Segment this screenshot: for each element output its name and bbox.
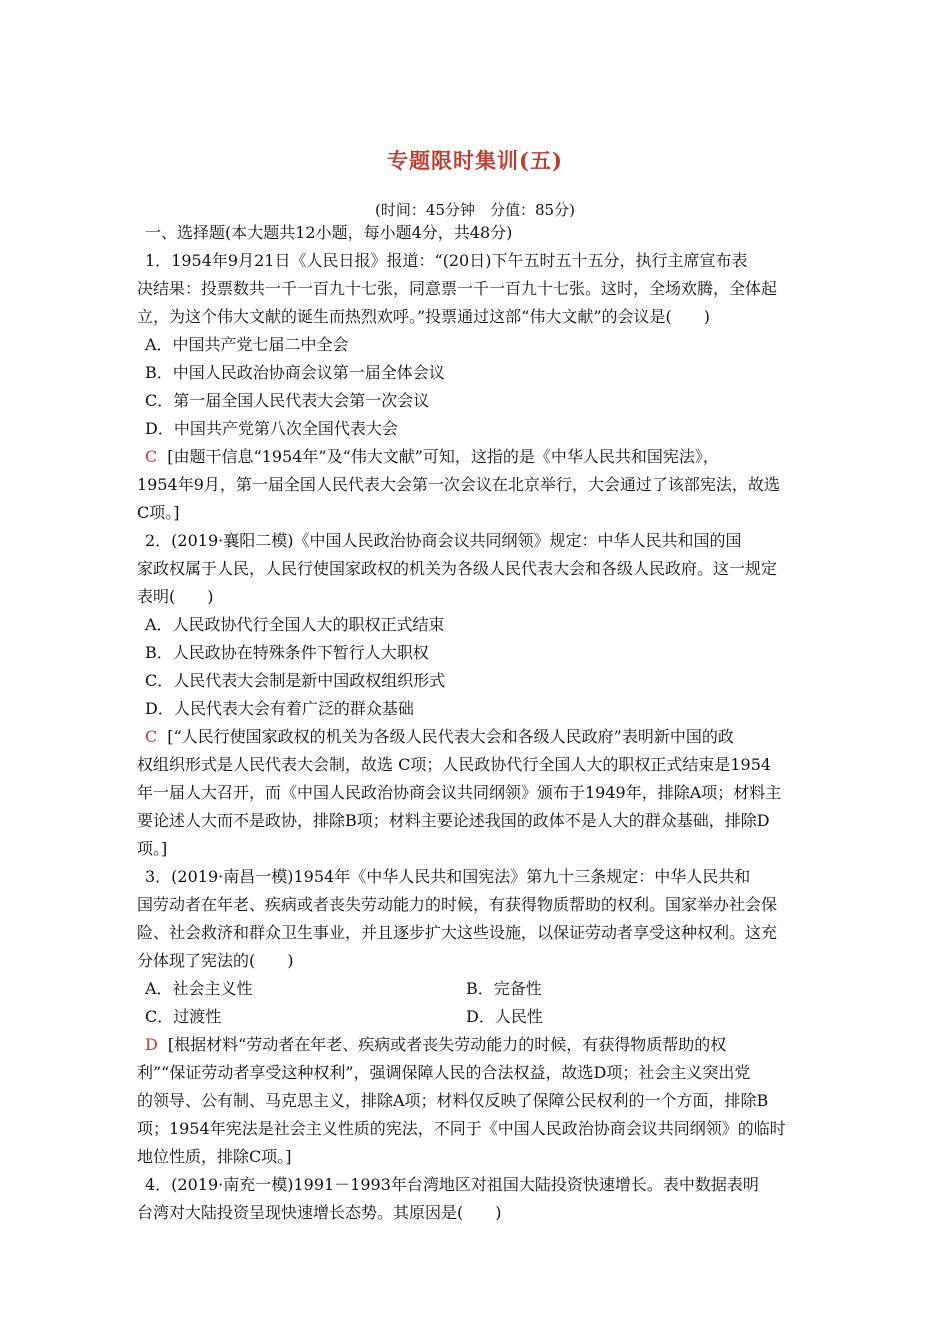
q3-explanation-text: [根据材料“劳动者在年老、疾病或者丧失劳动能力的时候，有获得物质帮助的权 (167, 1035, 727, 1054)
q1-explanation-text: [由题干信息“1954年”及“伟大文献”可知，这指的是《中华人民共和国宪法》， (167, 447, 719, 466)
q1-explanation-line (145, 447, 719, 467)
q2-option-a: A．人民政协代行全国人大的职权正式结束 (145, 615, 445, 634)
q2-answer: C (145, 727, 158, 746)
q2-stem-line: 2．(2019·襄阳二模)《中国人民政治协商会议共同纲领》规定：中华人民共和国的国 (145, 531, 742, 550)
q3-option-d: D．人民性 (466, 1007, 543, 1026)
q3-stem-line: 3．(2019·南昌一模)1954年《中华人民共和国宪法》第九十三条规定：中华人民共和 (145, 867, 751, 886)
q2-explanation-line: 项。] (137, 839, 168, 858)
q2-stem-line: 家政权属于人民，人民行使国家政权的机关为各级人民代表大会和各级人民政府。这一规定 (137, 559, 778, 578)
q1-stem-line: 1．1954年9月21日《人民日报》报道：“(20日)下午五时五十五分，执行主席宣布表 (145, 251, 748, 270)
q1-explanation-line: 1954年9月，第一届全国人民代表大会第一次会议在北京举行，大会通过了该部宪法，故选 (137, 475, 780, 494)
q3-stem-line: 险、社会救济和群众卫生事业，并且逐步扩大这些设施，以保证劳动者享受这种权利。这充 (137, 923, 778, 942)
q1-option-d: D．中国共产党第八次全国代表大会 (145, 419, 398, 438)
q4-stem-line: 4．(2019·南充一模)1991－1993年台湾地区对祖国大陆投资快速增长。表中数据表明 (145, 1175, 759, 1194)
q3-option-a: A．社会主义性 (145, 979, 253, 998)
q3-explanation-line: 项；1954年宪法是社会主义性质的宪法，不同于《中国人民政治协商会议共同纲领》的临时 (137, 1119, 786, 1138)
q3-option-b: B．完备性 (466, 979, 542, 998)
section-heading: 一、选择题(本大题共12小题，每小题4分，共48分) (145, 223, 513, 242)
q2-explanation-line: 年一届人大召开，而《中国人民政治协商会议共同纲领》颁布于1949年，排除A项；材料主 (137, 783, 782, 802)
q2-stem-line: 表明( ) (137, 587, 214, 606)
q2-option-b: B．人民政协在特殊条件下暂行人大职权 (145, 643, 429, 662)
q2-option-d: D．人民代表大会有着广泛的群众基础 (145, 699, 414, 718)
q2-explanation-line: 要论述人大而不是政协，排除B项；材料主要论述我国的政体不是人大的群众基础，排除D (137, 811, 770, 830)
q1-option-a: A．中国共产党七届二中全会 (145, 335, 349, 354)
q1-option-c: C．第一届全国人民代表大会第一次会议 (145, 391, 430, 410)
q2-explanation-line: 权组织形式是人民代表大会制，故选 C项；人民政协代行全国人大的职权正式结束是1954 (137, 755, 772, 774)
q1-explanation-line: C项。] (137, 503, 180, 522)
q3-explanation-line: 地位性质，排除C项。] (137, 1147, 292, 1166)
q2-explanation-text: [“人民行使国家政权的机关为各级人民代表大会和各级人民政府”表明新中国的政 (167, 727, 734, 746)
q2-explanation-line (145, 727, 734, 747)
q3-stem-line: 国劳动者在年老、疾病或者丧失劳动能力的时候，有获得物质帮助的权利。国家举办社会保 (137, 895, 778, 914)
q2-option-c: C．人民代表大会制是新中国政权组织形式 (145, 671, 446, 690)
q1-stem-line: 决结果：投票数共一千一百九十七张，同意票一千一百九十七张。这时，全场欢腾，全体起 (137, 279, 778, 298)
q3-option-c: C．过渡性 (145, 1007, 222, 1026)
q1-answer: C (145, 447, 158, 466)
q3-explanation-line: 利”“保证劳动者享受这种权利”，强调保障人民的合法权益，故选D项；社会主义突出党 (137, 1063, 751, 1082)
q4-stem-line: 台湾对大陆投资呈现快速增长态势。其原因是( ) (137, 1203, 502, 1222)
q3-explanation-line (145, 1035, 726, 1055)
q1-option-b: B．中国人民政治协商会议第一届全体会议 (145, 363, 445, 382)
q3-answer: D (145, 1035, 158, 1054)
q1-stem-line: 立，为这个伟大文献的诞生而热烈欢呼。”投票通过这部“伟大文献”的会议是( ) (137, 307, 711, 326)
time-score-info: (时间：45分钟 分值：85分) (375, 201, 575, 219)
page-title: 专题限时集训(五) (387, 148, 563, 173)
q3-stem-line: 分体现了宪法的( ) (137, 951, 294, 970)
q3-explanation-line: 的领导、公有制、马克思主义，排除A项；材料仅反映了保障公民权利的一个方面，排除B (137, 1091, 769, 1110)
